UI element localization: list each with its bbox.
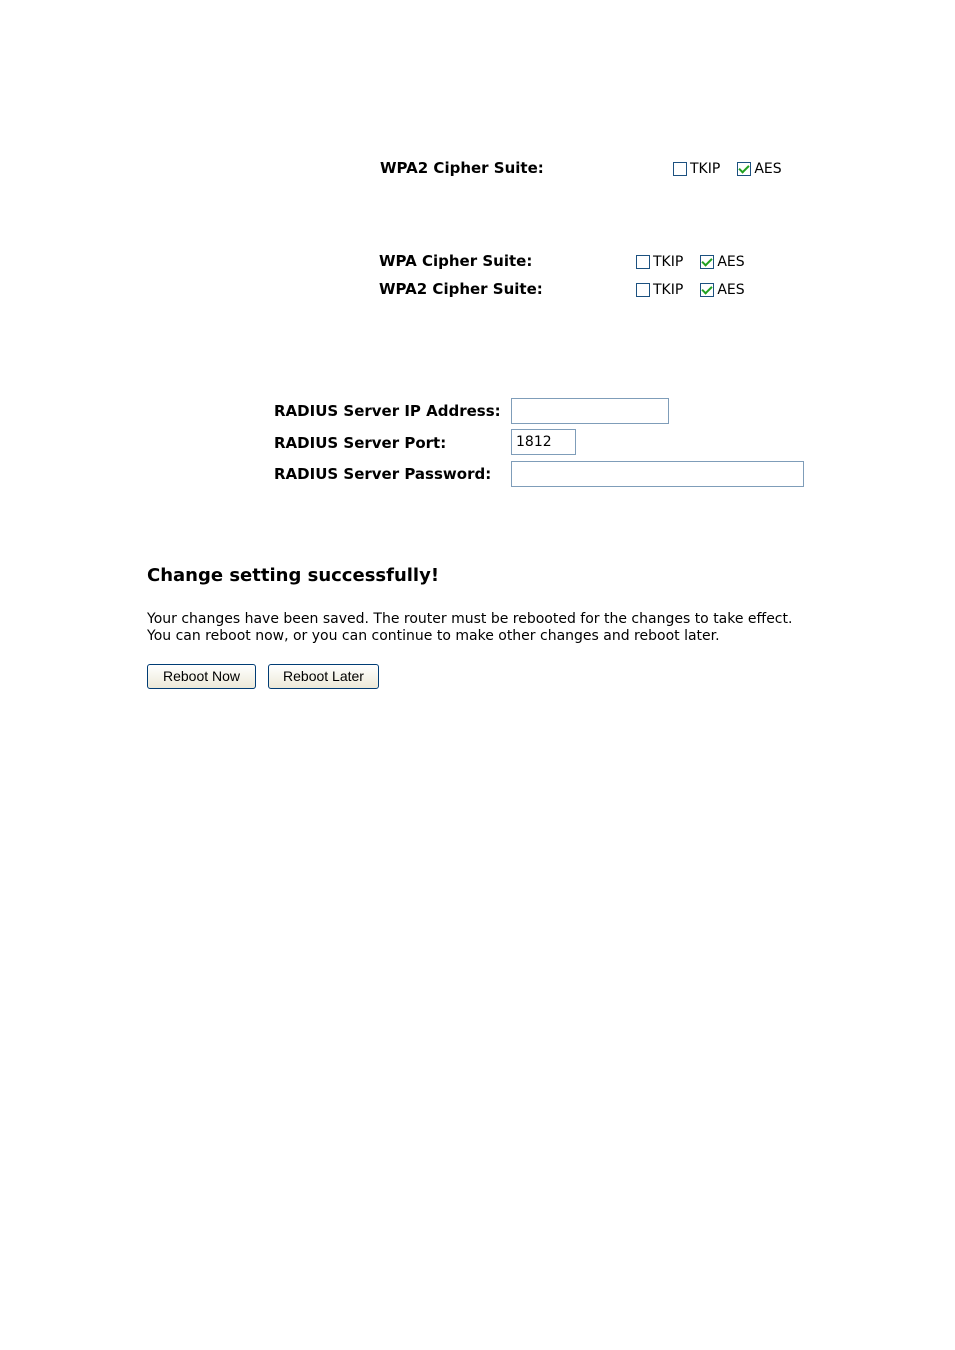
saved-message-line1: Your changes have been saved. The router must be rebooted for the changes to take effect.: [147, 611, 793, 627]
wpa2-mixed-aes-label: AES: [717, 282, 745, 298]
wpa2-cipher-suite-label: WPA2 Cipher Suite:: [380, 159, 544, 177]
radius-password-label: RADIUS Server Password:: [274, 465, 492, 483]
wpa-tkip-label: TKIP: [653, 254, 684, 270]
wpa2-mixed-cipher-suite-label: WPA2 Cipher Suite:: [379, 280, 543, 298]
wpa2-mixed-tkip-label: TKIP: [653, 282, 684, 298]
wpa2-tkip-checkbox[interactable]: [673, 162, 687, 176]
wpa-aes-checkbox[interactable]: [700, 255, 714, 269]
radius-ip-input[interactable]: [511, 398, 669, 424]
reboot-now-button[interactable]: Reboot Now: [147, 664, 256, 689]
wpa-tkip-checkbox[interactable]: [636, 255, 650, 269]
radius-port-label: RADIUS Server Port:: [274, 434, 447, 452]
page-title: Change setting successfully!: [147, 565, 440, 586]
wpa2-mixed-aes-checkbox[interactable]: [700, 283, 714, 297]
wpa-cipher-options: [636, 254, 762, 270]
radius-password-input[interactable]: [511, 461, 804, 487]
wpa-cipher-suite-label: WPA Cipher Suite:: [379, 252, 533, 270]
wpa2-mixed-tkip-checkbox[interactable]: [636, 283, 650, 297]
wpa2-aes-checkbox[interactable]: [737, 162, 751, 176]
wpa2-tkip-label: TKIP: [690, 161, 721, 177]
wpa2-aes-label: AES: [754, 161, 782, 177]
radius-ip-label: RADIUS Server IP Address:: [274, 402, 501, 420]
wpa2-mixed-cipher-options: [636, 282, 762, 298]
wpa-aes-label: AES: [717, 254, 745, 270]
saved-message-line2: You can reboot now, or you can continue to make other changes and reboot later.: [147, 628, 720, 644]
radius-port-input[interactable]: 1812: [511, 429, 576, 455]
reboot-later-button[interactable]: Reboot Later: [268, 664, 379, 689]
wpa2-cipher-options: [673, 161, 799, 177]
